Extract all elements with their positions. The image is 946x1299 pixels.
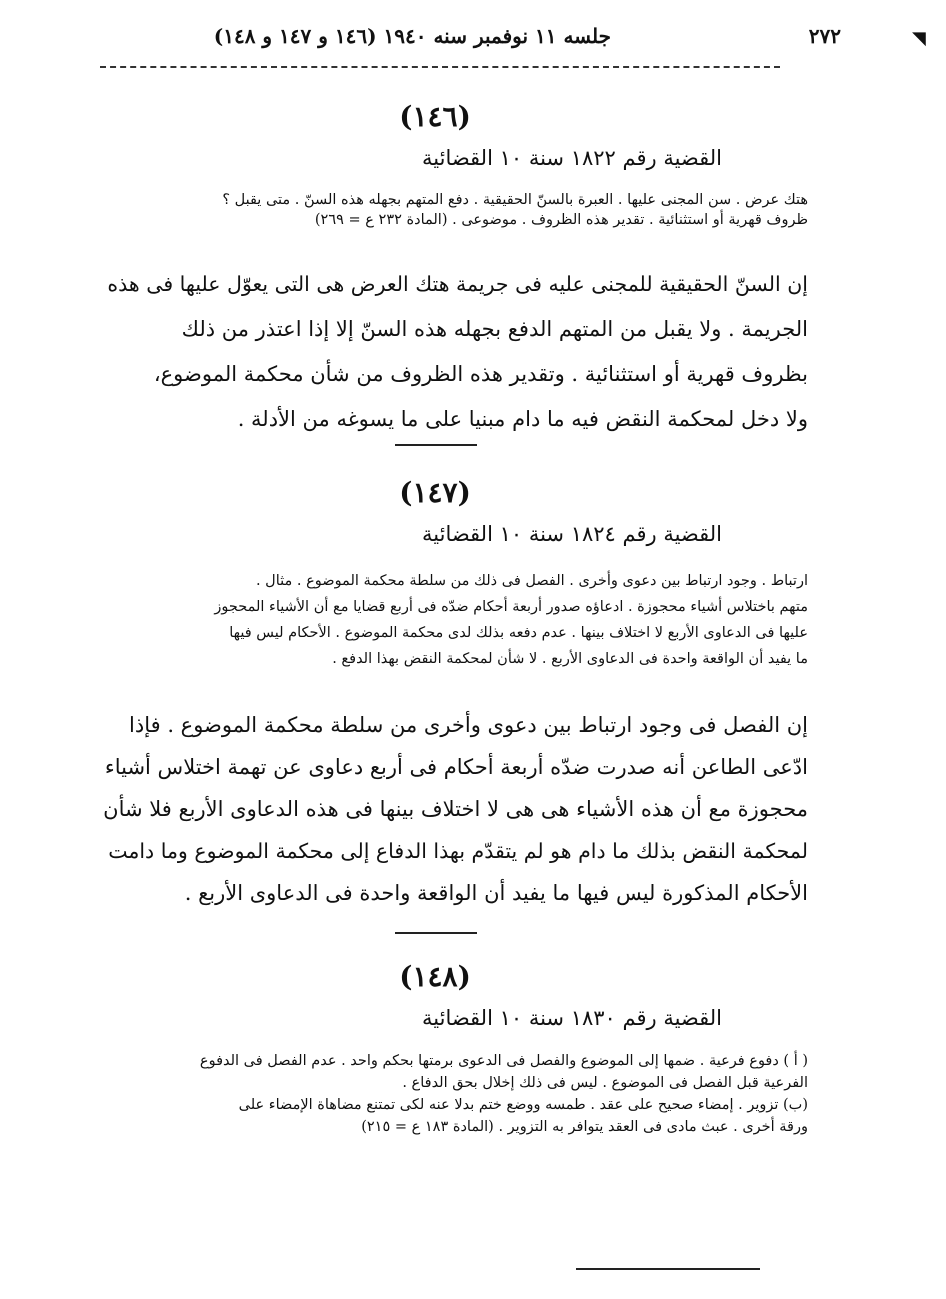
section-146-summary (100, 190, 808, 230)
header-rule (100, 66, 780, 68)
page-number: ٢٧٢ (808, 24, 841, 48)
body-line: ادّعى الطاعن أنه صدرت ضدّه أربعة أحكام فى أربع دعاوى عن تهمة اختلاس أشياء (104, 755, 808, 779)
summary-line: عليها فى الدعاوى الأربع لا اختلاف بينها . عدم دفعه بذلك لدى محكمة الموضوع . الأحكام ليس فيها (229, 625, 808, 641)
footer-rule (576, 1268, 760, 1270)
summary-line: هتك عرض . سن المجنى عليها . العبرة بالسنّ الحقيقية . دفع المتهم بجهله هذه السنّ . متى يقبل ؟ (222, 192, 808, 208)
section-146-body (100, 262, 808, 442)
summary-line: (ب) تزوير . إمضاء صحيح على عقد . طمسه ووضع ختم بدلا عنه لكى تمتنع مضاهاة الإمضاء على (238, 1097, 808, 1113)
section-147-number: (١٤٧) (399, 476, 471, 509)
summary-line: ورقة أخرى . عبث مادى فى العقد يتوافر به التزوير . (المادة ١٨٣ ع = ٢١٥) (361, 1119, 808, 1135)
summary-line: متهم باختلاس أشياء محجوزة . ادعاؤه صدور أربعة أحكام ضدّه فى أربع قضايا مع أن الأشياء المحجوز (214, 599, 808, 615)
corner-mark-icon: ◥ (912, 28, 926, 49)
section-148-number: (١٤٨) (399, 960, 471, 993)
summary-line: الفرعية قبل الفصل فى الموضوع . ليس فى ذلك إخلال بحق الدفاع . (402, 1075, 808, 1091)
summary-line: ما يفيد أن الواقعة واحدة فى الدعاوى الأربع . لا شأن لمحكمة النقض بهذا الدفع . (332, 651, 808, 667)
section-divider (395, 932, 477, 934)
section-147-case: القضية رقم ١٨٢٤ سنة ١٠ القضائية (422, 522, 722, 546)
body-line: محجوزة مع أن هذه الأشياء هى هى لا اختلاف بينها فى هذه الدعاوى الأربع فلا شأن (103, 797, 808, 821)
body-line: الجريمة . ولا يقبل من المتهم الدفع بجهله هذه السنّ إلا إذا اعتذر من ذلك (181, 317, 808, 341)
summary-line: ظروف قهرية أو استثنائية . تقدير هذه الظروف . موضوعى . (المادة ٢٣٢ ع = ٢٦٩) (314, 212, 808, 228)
section-146-number: (١٤٦) (399, 100, 471, 133)
section-147-summary (100, 568, 808, 672)
page-header-title: جلسه ١١ نوفمبر سنه ١٩٤٠ (١٤٦ و ١٤٧ و ١٤٨) (213, 24, 611, 48)
section-146-case: القضية رقم ١٨٢٢ سنة ١٠ القضائية (422, 146, 722, 170)
body-line: بظروف قهرية أو استثنائية . وتقدير هذه الظروف من شأن محكمة الموضوع، (153, 362, 808, 386)
body-line: لمحكمة النقض بذلك ما دام هو لم يتقدّم بهذا الدفاع إلى محكمة الموضوع وما دامت (108, 839, 808, 863)
section-148-summary (100, 1050, 808, 1138)
page-header (100, 18, 896, 58)
summary-line: ( أ ) دفوع فرعية . ضمها إلى الموضوع والفصل فى الدعوى برمتها بحكم واحد . عدم الفصل فى الدفوع (199, 1053, 808, 1069)
section-148-case: القضية رقم ١٨٣٠ سنة ١٠ القضائية (422, 1006, 722, 1030)
body-line: إن الفصل فى وجود ارتباط بين دعوى وأخرى من سلطة محكمة الموضوع . فإذا (129, 713, 808, 737)
section-147-body (100, 704, 808, 914)
body-line: ولا دخل لمحكمة النقض فيه ما دام مبنيا على ما يسوغه من الأدلة . (237, 407, 808, 431)
summary-line: ارتباط . وجود ارتباط بين دعوى وأخرى . الفصل فى ذلك من سلطة محكمة الموضوع . مثال . (255, 573, 808, 589)
body-line: إن السنّ الحقيقية للمجنى عليه فى جريمة هتك العرض هى التى يعوّل عليها فى هذه (107, 272, 808, 296)
section-divider (395, 444, 477, 446)
body-line: الأحكام المذكورة ليس فيها ما يفيد أن الواقعة واحدة فى الدعاوى الأربع . (184, 881, 808, 905)
